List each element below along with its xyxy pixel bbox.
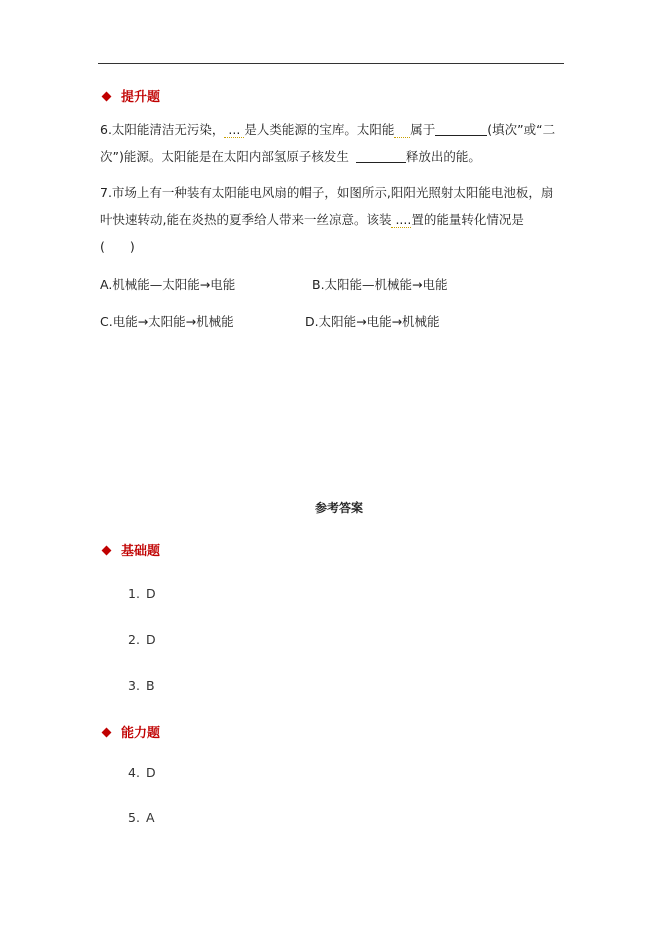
question-6-line-1	[100, 122, 555, 138]
answer-value: D	[146, 586, 156, 601]
q6-answer-blank-1	[435, 123, 487, 136]
q6-answer-blank-2	[356, 150, 406, 163]
answer-number: 3.	[128, 678, 140, 693]
q6-text-b: 是人类能源的宝库。太阳能	[244, 122, 395, 137]
answers-title: 参考答案	[315, 501, 364, 515]
q6-text-e: 次”)能源。太阳能是在太阳内部氢原子核发生	[100, 149, 349, 164]
q6-text-d: (填次”或“二	[487, 122, 556, 137]
answer-value: A	[146, 810, 155, 825]
question-7-line-2	[100, 212, 524, 228]
option-b: B.太阳能—机械能→电能	[312, 277, 448, 292]
answer-item-5	[128, 810, 155, 825]
answer-number: 2.	[128, 632, 140, 647]
option-c: C.电能→太阳能→机械能	[100, 314, 234, 329]
section-label: 能力题	[121, 726, 161, 741]
diamond-bullet-icon	[102, 92, 112, 102]
section-header-basic	[103, 540, 160, 559]
section-header-ability	[103, 722, 160, 741]
answer-value: D	[146, 765, 156, 780]
question-6-line-2	[100, 149, 481, 165]
q7-squiggle: ....	[391, 212, 412, 227]
diamond-bullet-icon	[102, 728, 112, 738]
answer-value: B	[146, 678, 155, 693]
q6-blank-2	[394, 122, 410, 138]
answer-value: D	[146, 632, 156, 647]
section-label: 提升题	[121, 90, 161, 105]
option-d: D.太阳能→电能→机械能	[305, 314, 440, 329]
q6-text-a: 6.太阳能清洁无污染，	[100, 122, 225, 137]
section-header-improve	[103, 86, 160, 105]
diamond-bullet-icon	[102, 546, 112, 556]
q7-text-b: 置的能量转化情况是	[411, 212, 524, 227]
answer-number: 4.	[128, 765, 140, 780]
question-7-line-1: 7.市场上有一种装有太阳能电风扇的帽子，如图所示,阳阳光照射太阳能电池板，扇	[100, 185, 554, 200]
option-a: A.机械能—太阳能→电能	[100, 277, 236, 292]
answer-number: 1.	[128, 586, 140, 601]
question-7-answer-paren: ( )	[100, 239, 135, 254]
q6-text-f: 释放出的能。	[405, 149, 481, 164]
answer-item-4	[128, 765, 156, 780]
q6-blank-1: ...	[224, 122, 245, 137]
answer-item-1	[128, 586, 156, 601]
header-rule	[98, 63, 564, 64]
answer-item-2	[128, 632, 156, 647]
answer-item-3	[128, 678, 155, 693]
section-label: 基础题	[121, 544, 161, 559]
q7-text-a: 叶快速转动,能在炎热的夏季给人带来一丝凉意。该装	[100, 212, 392, 227]
answer-number: 5.	[128, 810, 140, 825]
q6-text-c: 属于	[410, 122, 436, 137]
